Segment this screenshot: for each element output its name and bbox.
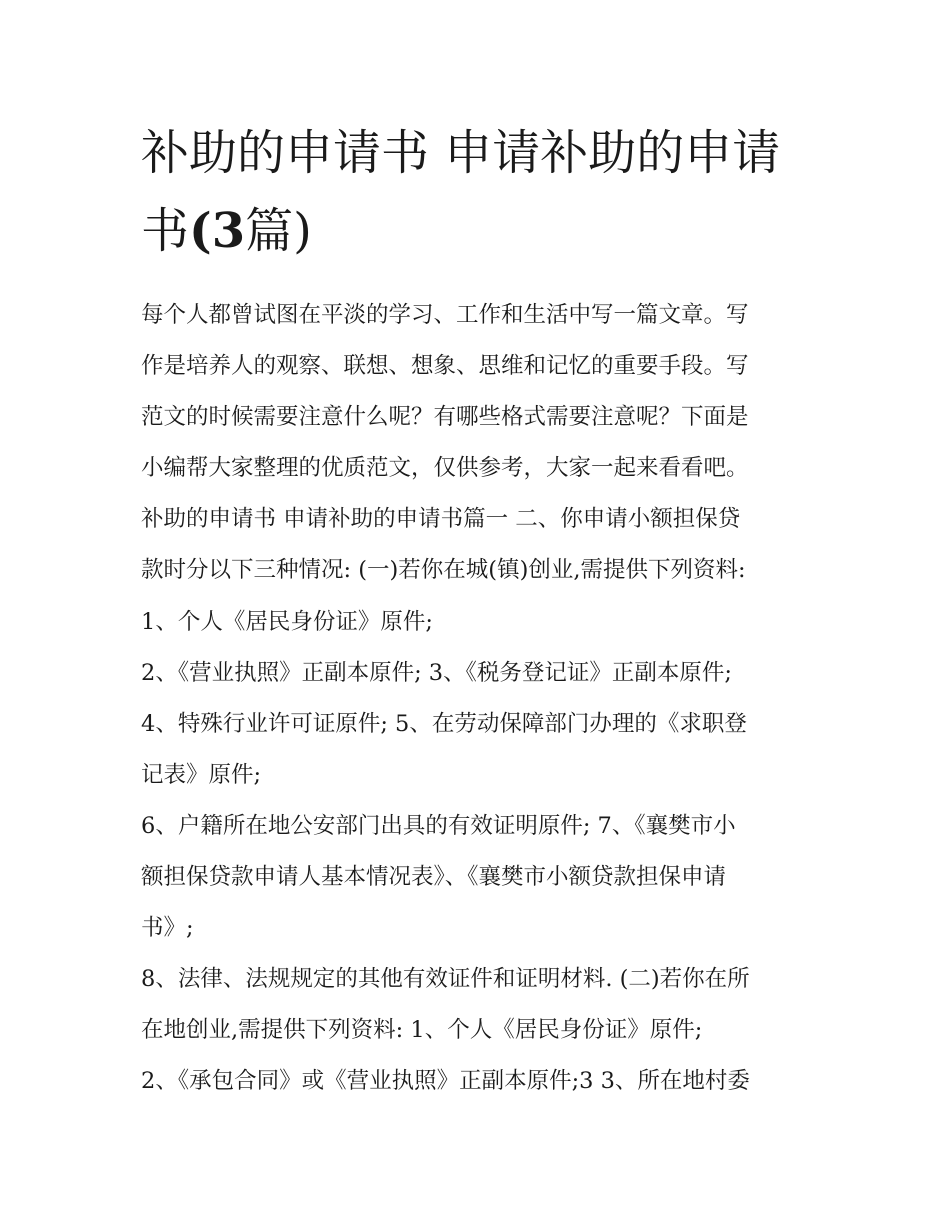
body-line: 小编帮大家整理的优质范文，仅供参考，大家一起来看看吧。 [141,455,749,482]
title-line-2-suffix: 篇) [245,203,312,259]
body-line: 1、个人《居民身份证》原件; [141,608,433,635]
body-line: 6、户籍所在地公安部门出具的有效证明原件; 7、《襄樊市小 [141,812,736,839]
body-line: 补助的申请书 申请补助的申请书篇一 二、你申请小额担保贷 [141,506,741,533]
title-line-1: 补助的申请书 申请补助的申请 [141,125,781,181]
body-line: 8、法律、法规规定的其他有效证件和证明材料. (二)若你在所 [141,966,750,993]
document-title [141,114,821,270]
document-page [141,114,821,1108]
body-line: 作是培养人的观察、联想、想象、思维和记忆的重要手段。写 [141,353,749,380]
body-line: 2、《营业执照》正副本原件; 3、《税务登记证》正副本原件; [141,659,732,686]
body-line: 额担保贷款申请人基本情况表》、《襄樊市小额贷款担保申请 [141,864,727,891]
body-line: 2、《承包合同》或《营业执照》正副本原件;3 3、所在地村委 [141,1068,750,1095]
body-line: 4、特殊行业许可证原件; 5、在劳动保障部门办理的《求职登 [141,710,747,737]
body-line: 记表》原件; [141,761,262,788]
body-line: 范文的时候需要注意什么呢？有哪些格式需要注意呢？下面是 [141,404,749,431]
title-line-2 [141,192,821,270]
document-body [141,290,821,1108]
title-line-2-prefix: 书 [141,203,190,259]
body-line: 书》; [141,915,194,942]
body-line: 在地创业,需提供下列资料: 1、个人《居民身份证》原件; [141,1017,703,1044]
title-line-2-number: (3 [189,203,246,259]
body-line: 每个人都曾试图在平淡的学习、工作和生活中写一篇文章。写 [141,302,749,328]
body-line: 款时分以下三种情况: (一)若你在城(镇)创业,需提供下列资料: [141,557,746,584]
